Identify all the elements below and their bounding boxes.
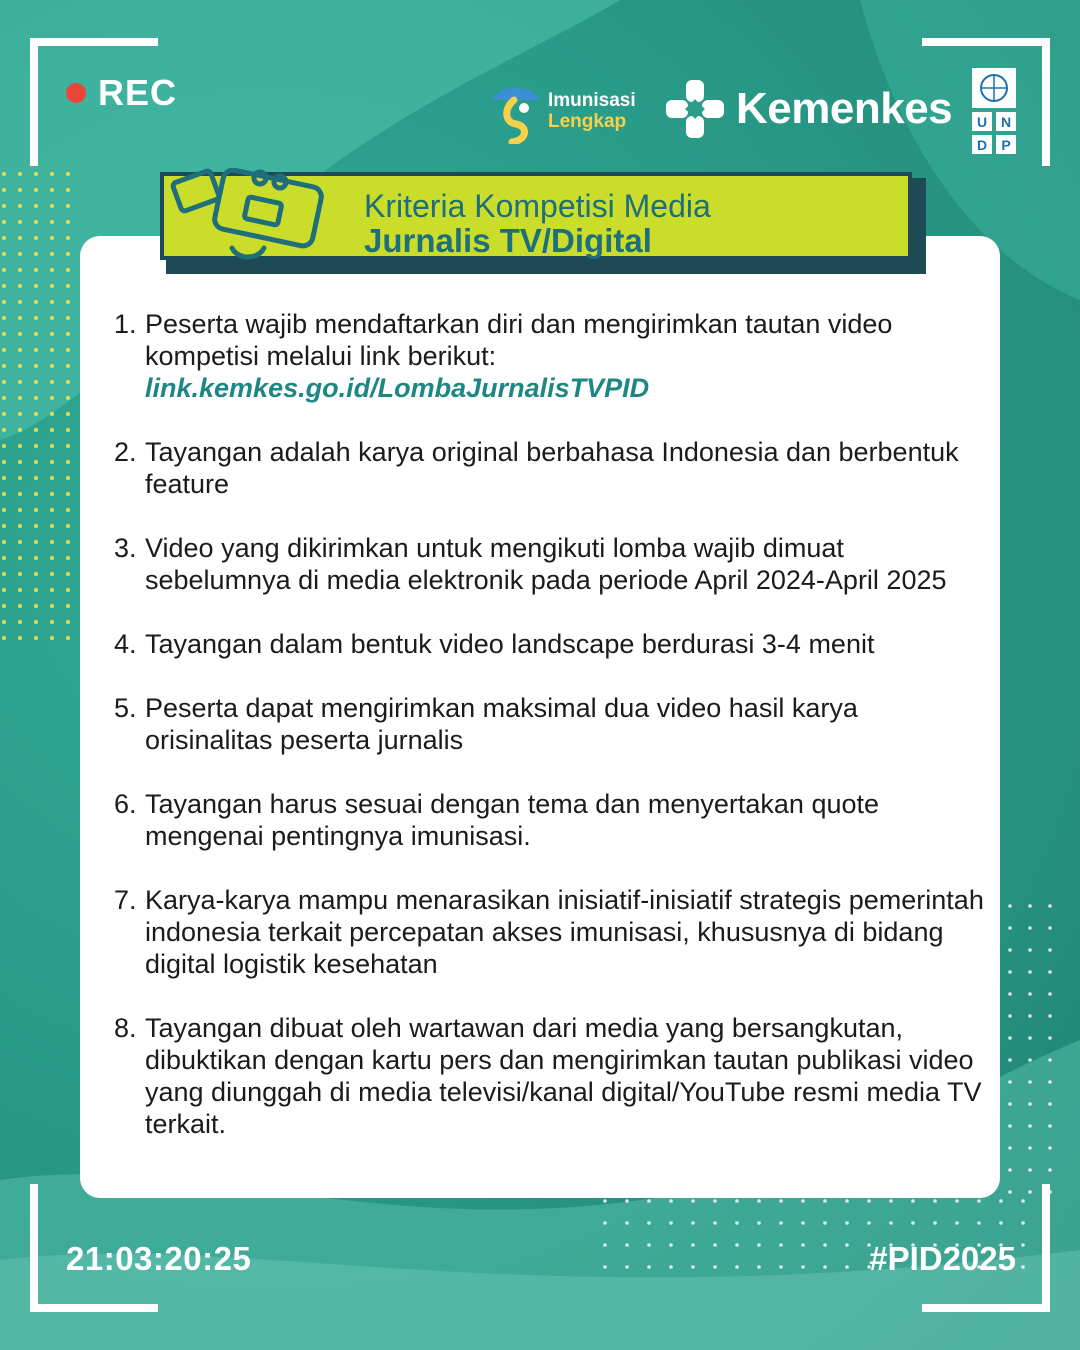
criteria-item <box>114 884 984 980</box>
criteria-item <box>114 308 984 404</box>
criteria-list <box>114 308 984 1172</box>
imunisasi-line2: Lengkap <box>548 111 627 132</box>
kemenkes-wordmark: Kemenkes <box>736 84 953 133</box>
banner-subtitle: Jurnalis TV/Digital <box>364 222 652 259</box>
imunisasi-umbrella-icon <box>490 78 542 144</box>
criteria-text: Tayangan adalah karya original berbahasa Indonesia dan berbentuk feature <box>145 437 959 499</box>
imunisasi-lengkap-logo <box>490 78 636 144</box>
hashtag: #PID2025 <box>869 1240 1016 1277</box>
undp-logo <box>972 68 1016 154</box>
criteria-number: 2. <box>114 437 137 467</box>
criteria-item <box>114 692 984 756</box>
timecode: 21:03:20:25 <box>66 1240 252 1277</box>
criteria-number: 8. <box>114 1013 137 1043</box>
rec-label: REC <box>98 72 178 113</box>
criteria-text: Video yang dikirimkan untuk mengikuti lomba wajib dimuat sebelumnya di media elektronik pada periode April 2024-April 2025 <box>145 533 947 595</box>
undp-letter-n: N <box>1000 114 1012 130</box>
undp-letter-u: U <box>976 114 988 130</box>
undp-letter-d: D <box>976 137 988 153</box>
kemenkes-emblem-icon <box>664 78 726 140</box>
criteria-text: Tayangan dibuat oleh wartawan dari media yang bersangkutan, dibuktikan dengan kartu pers dan mengirimkan tautan publikasi video yang diunggah di media televisi/kanal digital/YouTube resmi media TV terkait. <box>145 1013 982 1139</box>
rec-indicator <box>66 72 177 114</box>
criteria-number: 4. <box>114 629 137 659</box>
criteria-text: Peserta dapat mengirimkan maksimal dua video hasil karya orisinalitas peserta jurnalis <box>145 693 858 755</box>
criteria-number: 7. <box>114 885 137 915</box>
criteria-text: Tayangan harus sesuai dengan tema dan menyertakan quote mengenai pentingnya imunisasi. <box>145 789 880 851</box>
criteria-number: 1. <box>114 309 137 339</box>
criteria-number: 5. <box>114 693 137 723</box>
kemenkes-logo <box>664 78 952 140</box>
criteria-number: 3. <box>114 533 137 563</box>
banner-title: Kriteria Kompetisi Media <box>364 188 711 224</box>
undp-letter-p: P <box>1001 137 1011 153</box>
record-dot-icon <box>66 83 86 103</box>
criteria-item <box>114 1012 984 1140</box>
criteria-text: Karya-karya mampu menarasikan inisiatif-inisiatif strategis pemerintah indonesia terkait percepatan akses imunisasi, khususnya di bidang digital logistik kesehatan <box>145 885 984 979</box>
criteria-item <box>114 788 984 852</box>
criteria-item <box>114 628 984 660</box>
registration-link[interactable]: link.kemkes.go.id/LombaJurnalisTVPID <box>145 373 650 403</box>
dot-pattern-left <box>0 170 80 650</box>
criteria-item <box>114 436 984 500</box>
video-camera-icon <box>168 168 338 268</box>
imunisasi-line1: Imunisasi <box>548 90 636 111</box>
criteria-text: Tayangan dalam bentuk video landscape berdurasi 3-4 menit <box>145 629 875 659</box>
dot-pattern-right <box>1004 900 1064 1200</box>
criteria-item <box>114 532 984 596</box>
criteria-text: Peserta wajib mendaftarkan diri dan mengirimkan tautan video kompetisi melalui link berikut: <box>145 309 893 371</box>
criteria-number: 6. <box>114 789 137 819</box>
